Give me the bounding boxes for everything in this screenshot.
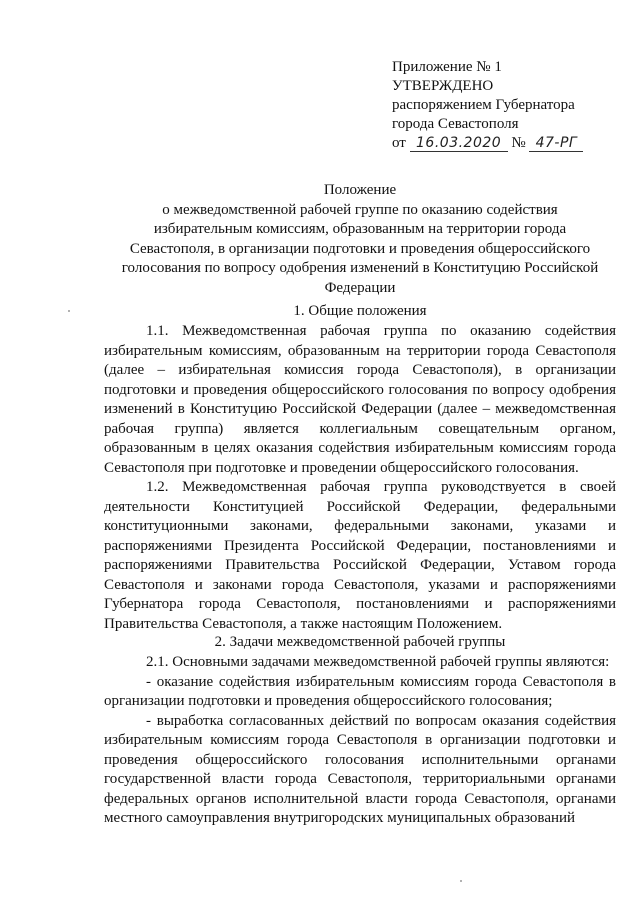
appendix-label: Приложение № 1	[392, 59, 502, 75]
scan-speck	[460, 880, 462, 882]
handwritten-number: 47-РГ	[535, 135, 578, 151]
paragraph: 1.1. Межведомственная рабочая группа по оказанию содействия избирательным комиссиям, образованным на территории города Севастополя (далее – избирательная комиссия города Севастополя), в организации подготовки и проведения общероссийского голосования по вопросу одобрения изменений в Конституцию Российской Федерации (далее – межведомственная рабочая группа) является коллегиальным совещательным органом, образованным в целях оказания содействия избирательным комиссиям города Севастополя при подготовке и проведении общероссийского голосования.	[104, 323, 616, 476]
title-line: избирательным комиссиям, образованным на территории города	[153, 221, 567, 237]
approval-order-label: распоряжением Губернатора	[392, 97, 575, 113]
date-field	[410, 135, 508, 152]
approval-date-line	[392, 134, 622, 153]
title-line: о межведомственной рабочей группе по оказанию содействия	[162, 201, 558, 218]
number-prefix: №	[511, 135, 526, 151]
title-line: Положение	[323, 182, 397, 198]
title-line: Севастополя, в организации подготовки и проведения общероссийского	[129, 240, 591, 257]
paragraph: - оказание содействия избирательным комиссиям города Севастополя в организации подготовки и проведения общероссийского голосования;	[104, 673, 616, 709]
scan-speck	[68, 310, 70, 312]
section-2-body	[104, 653, 616, 829]
paragraph: 2.1. Основными задачами межведомственной рабочей группы являются:	[146, 654, 610, 670]
approved-label: УТВЕРЖДЕНО	[392, 78, 494, 94]
handwritten-date: 16.03.2020	[416, 135, 502, 151]
section-2-heading: 2. Задачи межведомственной рабочей группы	[214, 634, 506, 650]
date-prefix: от	[392, 135, 406, 151]
section-1-heading: 1. Общие положения	[293, 303, 427, 319]
title-line: голосования по вопросу одобрения изменений в Конституцию Российской	[121, 260, 599, 276]
approval-block	[392, 58, 622, 153]
title-line: Федерации	[324, 279, 396, 296]
paragraph: 1.2. Межведомственная рабочая группа руководствуется в своей деятельности Конституцией Российской Федерации, федеральными конституционными законами, федеральными законами, указами и распоряжениями Президента Российской Федерации, постановлениями и распоряжениями Правительства Российской Федерации, Уставом города Севастополя и законами города Севастополя, указами и распоряжениями Губернатора города Севастополя, постановлениями и распоряжениями Правительства Севастополя, а также настоящим Положением.	[104, 479, 616, 632]
number-field	[529, 135, 583, 152]
document-title	[104, 181, 616, 298]
section-1-body	[104, 322, 616, 634]
approval-city-label: города Севастополя	[392, 116, 519, 132]
paragraph: - выработка согласованных действий по вопросам оказания содействия избирательным комиссиям города Севастополя в организации подготовки и проведения общероссийского голосования исполнительными органами государственной власти города Севастополя, территориальными органами федеральных органов исполнительной власти города Севастополя, органами местного самоуправления внутригородских муниципальных образований	[104, 712, 616, 826]
